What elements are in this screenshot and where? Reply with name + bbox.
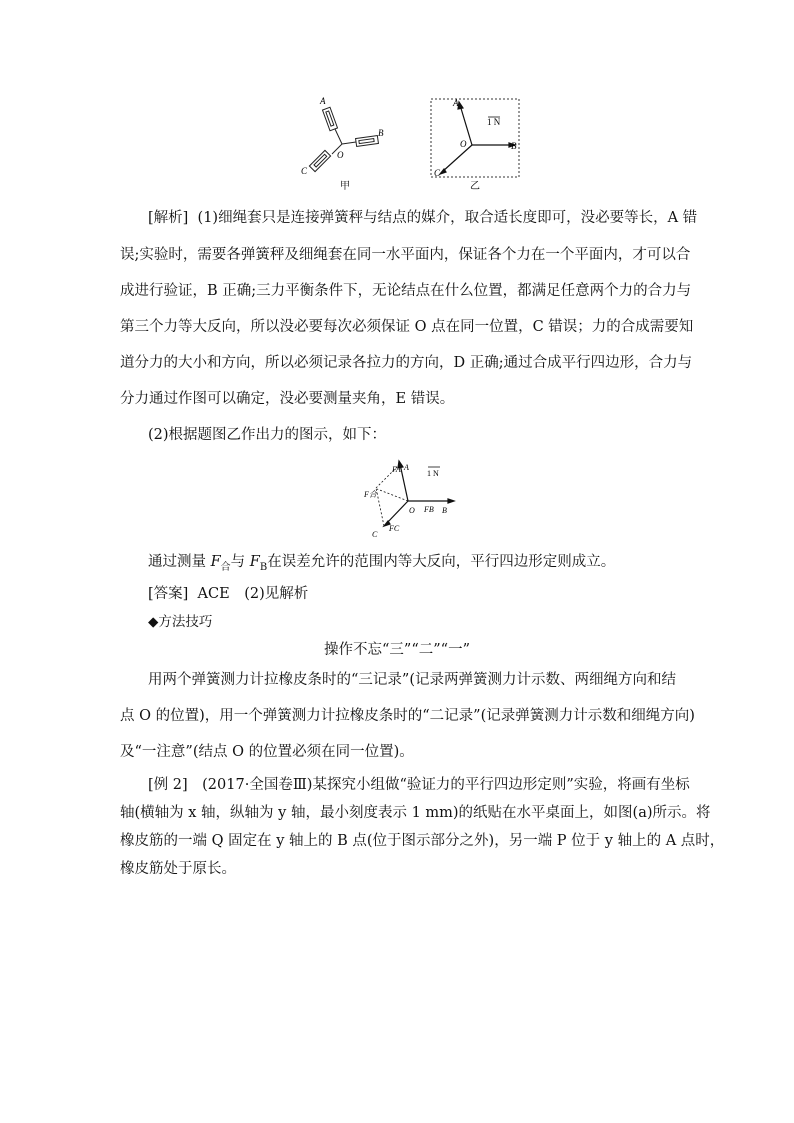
method-line-2: 点 O 的位置)，用一个弹簧测力计拉橡皮条时的“二记录”(记录弹簧测力计示数和细绳方向)	[120, 708, 695, 724]
fd-label-fc: FC	[389, 524, 400, 533]
analysis-line-5: 道分力的大小和方向，所以必须记录各拉力的方向，D 正确;通过合成平行四边形，合力与	[120, 355, 693, 371]
conclusion-suffix: 在误差允许的范围内等大反向，平行四边形定则成立。	[267, 554, 616, 570]
analysis-line-2: 误;实验时，需要各弹簧秤及细绳套在同一水平面内，保证各个力在一个平面内，才可以合	[120, 247, 691, 263]
caption-yi: 乙	[470, 181, 480, 192]
example-line-4: 橡皮筋处于原长。	[120, 861, 236, 877]
conclusion-sub-he: 合	[220, 561, 231, 573]
figure-jia	[309, 107, 378, 171]
figure-yi	[431, 99, 519, 177]
example-line-3: 橡皮筋的一端 Q 固定在 y 轴上的 B 点(位于图示部分之外)，另一端 P 位于 y 轴上的 A 点时，	[120, 833, 725, 849]
answer-line	[148, 584, 308, 604]
conclusion-mid: 与	[230, 554, 250, 570]
yi-label-o: O	[460, 139, 467, 149]
method-heading: ◆方法技巧	[148, 614, 213, 630]
example-line-2: 轴(横轴为 x 轴，纵轴为 y 轴，最小刻度表示 1 mm)的纸贴在水平桌面上，如图(a)所示。将	[120, 805, 711, 821]
analysis-line-3: 成进行验证，B 正确;三力平衡条件下，无论结点在什么位置，都满足任意两个力的合力与	[120, 283, 692, 299]
analysis-text-1: (1)细绳套只是连接弹簧秤与结点的媒介，取合适长度即可，没必要等长，A 错	[197, 210, 698, 226]
method-line-3: 及“一注意”(结点 O 的位置必须在同一位置)。	[120, 744, 414, 760]
fd-label-fb: FB	[424, 505, 434, 514]
analysis-line-1	[148, 208, 697, 228]
jia-label-c: C	[301, 166, 308, 176]
fd-label-fa: FA	[392, 465, 401, 474]
yi-label-b: B	[511, 141, 517, 151]
analysis-tag: [解析]	[148, 210, 189, 226]
figure-jia-yi	[290, 92, 530, 192]
conclusion-sub-b: B	[259, 561, 268, 573]
analysis-line-6: 分力通过作图可以确定，没必要测量夹角，E 错误。	[120, 391, 455, 407]
yi-scale: 1 N	[487, 117, 501, 127]
analysis-part-2: (2)根据题图乙作出力的图示，如下：	[148, 427, 387, 443]
fd-label-a: A	[404, 463, 409, 472]
jia-label-o: O	[337, 150, 344, 160]
method-title: 操作不忘“三”“二”“一”	[324, 642, 470, 658]
fd-label-fhe: F合	[364, 490, 377, 499]
fd-label-o: O	[409, 506, 415, 515]
example-line-1: [例 2] (2017·全国卷Ⅲ)某探究小组做“验证力的平行四边形定则”实验，将画有坐标	[148, 777, 690, 793]
fd-label-b: B	[442, 506, 447, 515]
answer-tag: [答案]	[148, 586, 189, 602]
fd-label-c: C	[372, 530, 378, 539]
yi-label-c: C	[434, 168, 441, 178]
method-line-1: 用两个弹簧测力计拉橡皮条时的“三记录”(记录两弹簧测力计示数、两细绳方向和结	[148, 672, 676, 688]
jia-label-b: B	[378, 128, 384, 138]
conclusion-f-b: F	[249, 554, 260, 570]
analysis-line-4: 第三个力等大反向，所以没必要每次必须保证 O 点在同一位置，C 错误；力的合成需要知	[120, 319, 694, 335]
figure-force-diagram	[362, 452, 462, 542]
jia-label-a: A	[320, 96, 326, 106]
conclusion-prefix: 通过测量	[148, 554, 211, 570]
fd-scale: 1 N	[427, 469, 439, 478]
conclusion-line	[148, 552, 615, 578]
answer-text: ACE (2)见解析	[197, 586, 309, 602]
yi-label-a: A	[453, 98, 459, 108]
caption-jia: 甲	[340, 181, 350, 192]
conclusion-f-he: F	[210, 554, 221, 570]
